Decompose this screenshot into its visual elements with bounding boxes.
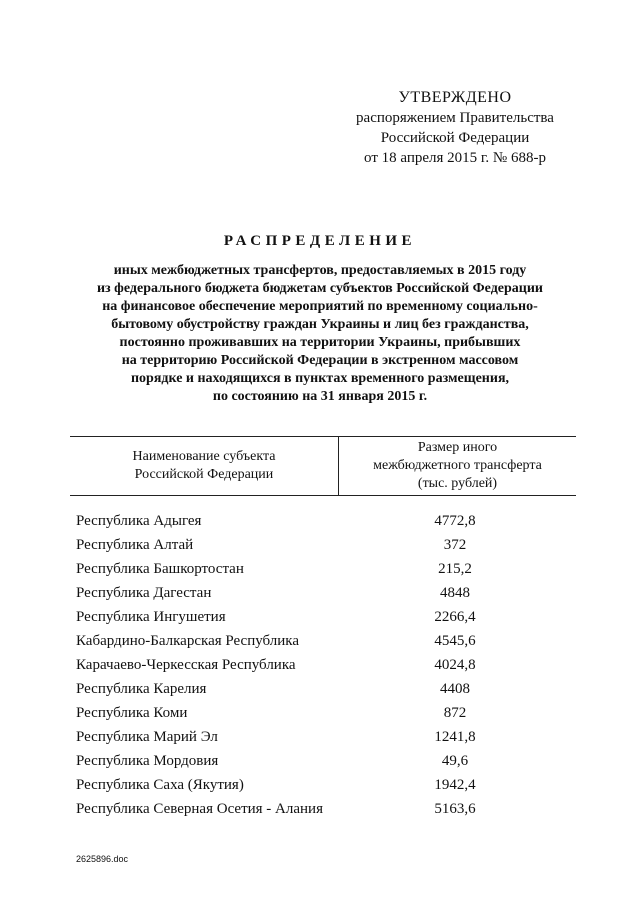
table-row [76, 581, 576, 605]
transfer-amount: 1241,8 [434, 728, 476, 745]
subtitle-line: из федерального бюджета бюджетам субъектов Российской Федерации [96, 281, 543, 296]
region-name: Республика Адыгея [76, 512, 202, 529]
document-subtitle [60, 262, 580, 406]
transfer-amount: 215,2 [438, 560, 472, 577]
table-row [76, 629, 576, 653]
column-header-text: Российской Федерации [134, 467, 274, 482]
region-name: Республика Алтай [76, 536, 194, 553]
region-name: Кабардино-Балкарская Республика [76, 632, 300, 649]
subtitle-line: по состоянию на 31 января 2015 г. [212, 389, 428, 404]
transfer-amount: 4024,8 [434, 656, 476, 673]
transfer-amount: 4408 [440, 680, 470, 697]
table-row [76, 749, 576, 773]
table-header [70, 436, 576, 496]
transfer-amount: 4848 [440, 584, 470, 601]
approval-block [340, 88, 570, 168]
table-row [76, 797, 576, 821]
transfer-amount: 872 [443, 704, 467, 721]
transfer-amount: 2266,4 [434, 608, 476, 625]
column-header-text: (тыс. рублей) [417, 476, 498, 491]
document-heading: РАСПРЕДЕЛЕНИЕ [223, 233, 417, 249]
approval-line: Российской Федерации [380, 130, 530, 146]
region-name: Республика Дагестан [76, 584, 212, 601]
subtitle-line: порядке и находящихся в пунктах временного размещения, [130, 371, 510, 386]
subtitle-line: постоянно проживавших на территории Украины, прибывших [119, 335, 521, 350]
table-row [76, 533, 576, 557]
region-name: Карачаево-Черкесская Республика [76, 656, 296, 673]
table-row [76, 725, 576, 749]
table-row [76, 605, 576, 629]
subtitle-line: бытовому обустройству граждан Украины и лиц без гражданства, [111, 317, 529, 332]
document-filename: 2625896.doc [76, 854, 129, 864]
approval-date: от 18 апреля 2015 г. № 688-р [364, 150, 546, 166]
transfer-amount: 5163,6 [434, 800, 476, 817]
column-header-text: Размер иного [417, 440, 498, 455]
transfer-amount: 372 [443, 536, 467, 553]
table-row [76, 701, 576, 725]
table-row [76, 773, 576, 797]
region-name: Республика Саха (Якутия) [76, 776, 244, 793]
approval-line: распоряжением Правительства [356, 110, 554, 126]
region-name: Республика Ингушетия [76, 608, 226, 625]
region-name: Республика Марий Эл [76, 728, 218, 745]
transfer-amount: 4545,6 [434, 632, 476, 649]
table-row [76, 557, 576, 581]
subtitle-line: иных межбюджетных трансфертов, предоставляемых в 2015 году [113, 263, 527, 278]
transfer-amount: 1942,4 [434, 776, 476, 793]
column-header-text: межбюджетного трансферта [373, 458, 542, 473]
region-name: Республика Карелия [76, 680, 207, 697]
transfer-amount: 4772,8 [434, 512, 476, 529]
approval-stamp: УТВЕРЖДЕНО [398, 89, 512, 106]
column-header-amount [339, 437, 576, 495]
region-name: Республика Северная Осетия - Алания [76, 800, 323, 817]
table-row [76, 677, 576, 701]
table-body [76, 509, 576, 821]
column-header-region [70, 437, 339, 495]
table-row [76, 509, 576, 533]
region-name: Республика Мордовия [76, 752, 219, 769]
subtitle-line: на финансовое обеспечение мероприятий по временному социально- [102, 299, 538, 314]
subtitle-line: на территорию Российской Федерации в экстренном массовом [121, 353, 519, 368]
table-row [76, 653, 576, 677]
region-name: Республика Коми [76, 704, 188, 721]
transfer-amount: 49,6 [441, 752, 469, 769]
region-name: Республика Башкортостан [76, 560, 244, 577]
column-header-text: Наименование субъекта [132, 449, 276, 464]
